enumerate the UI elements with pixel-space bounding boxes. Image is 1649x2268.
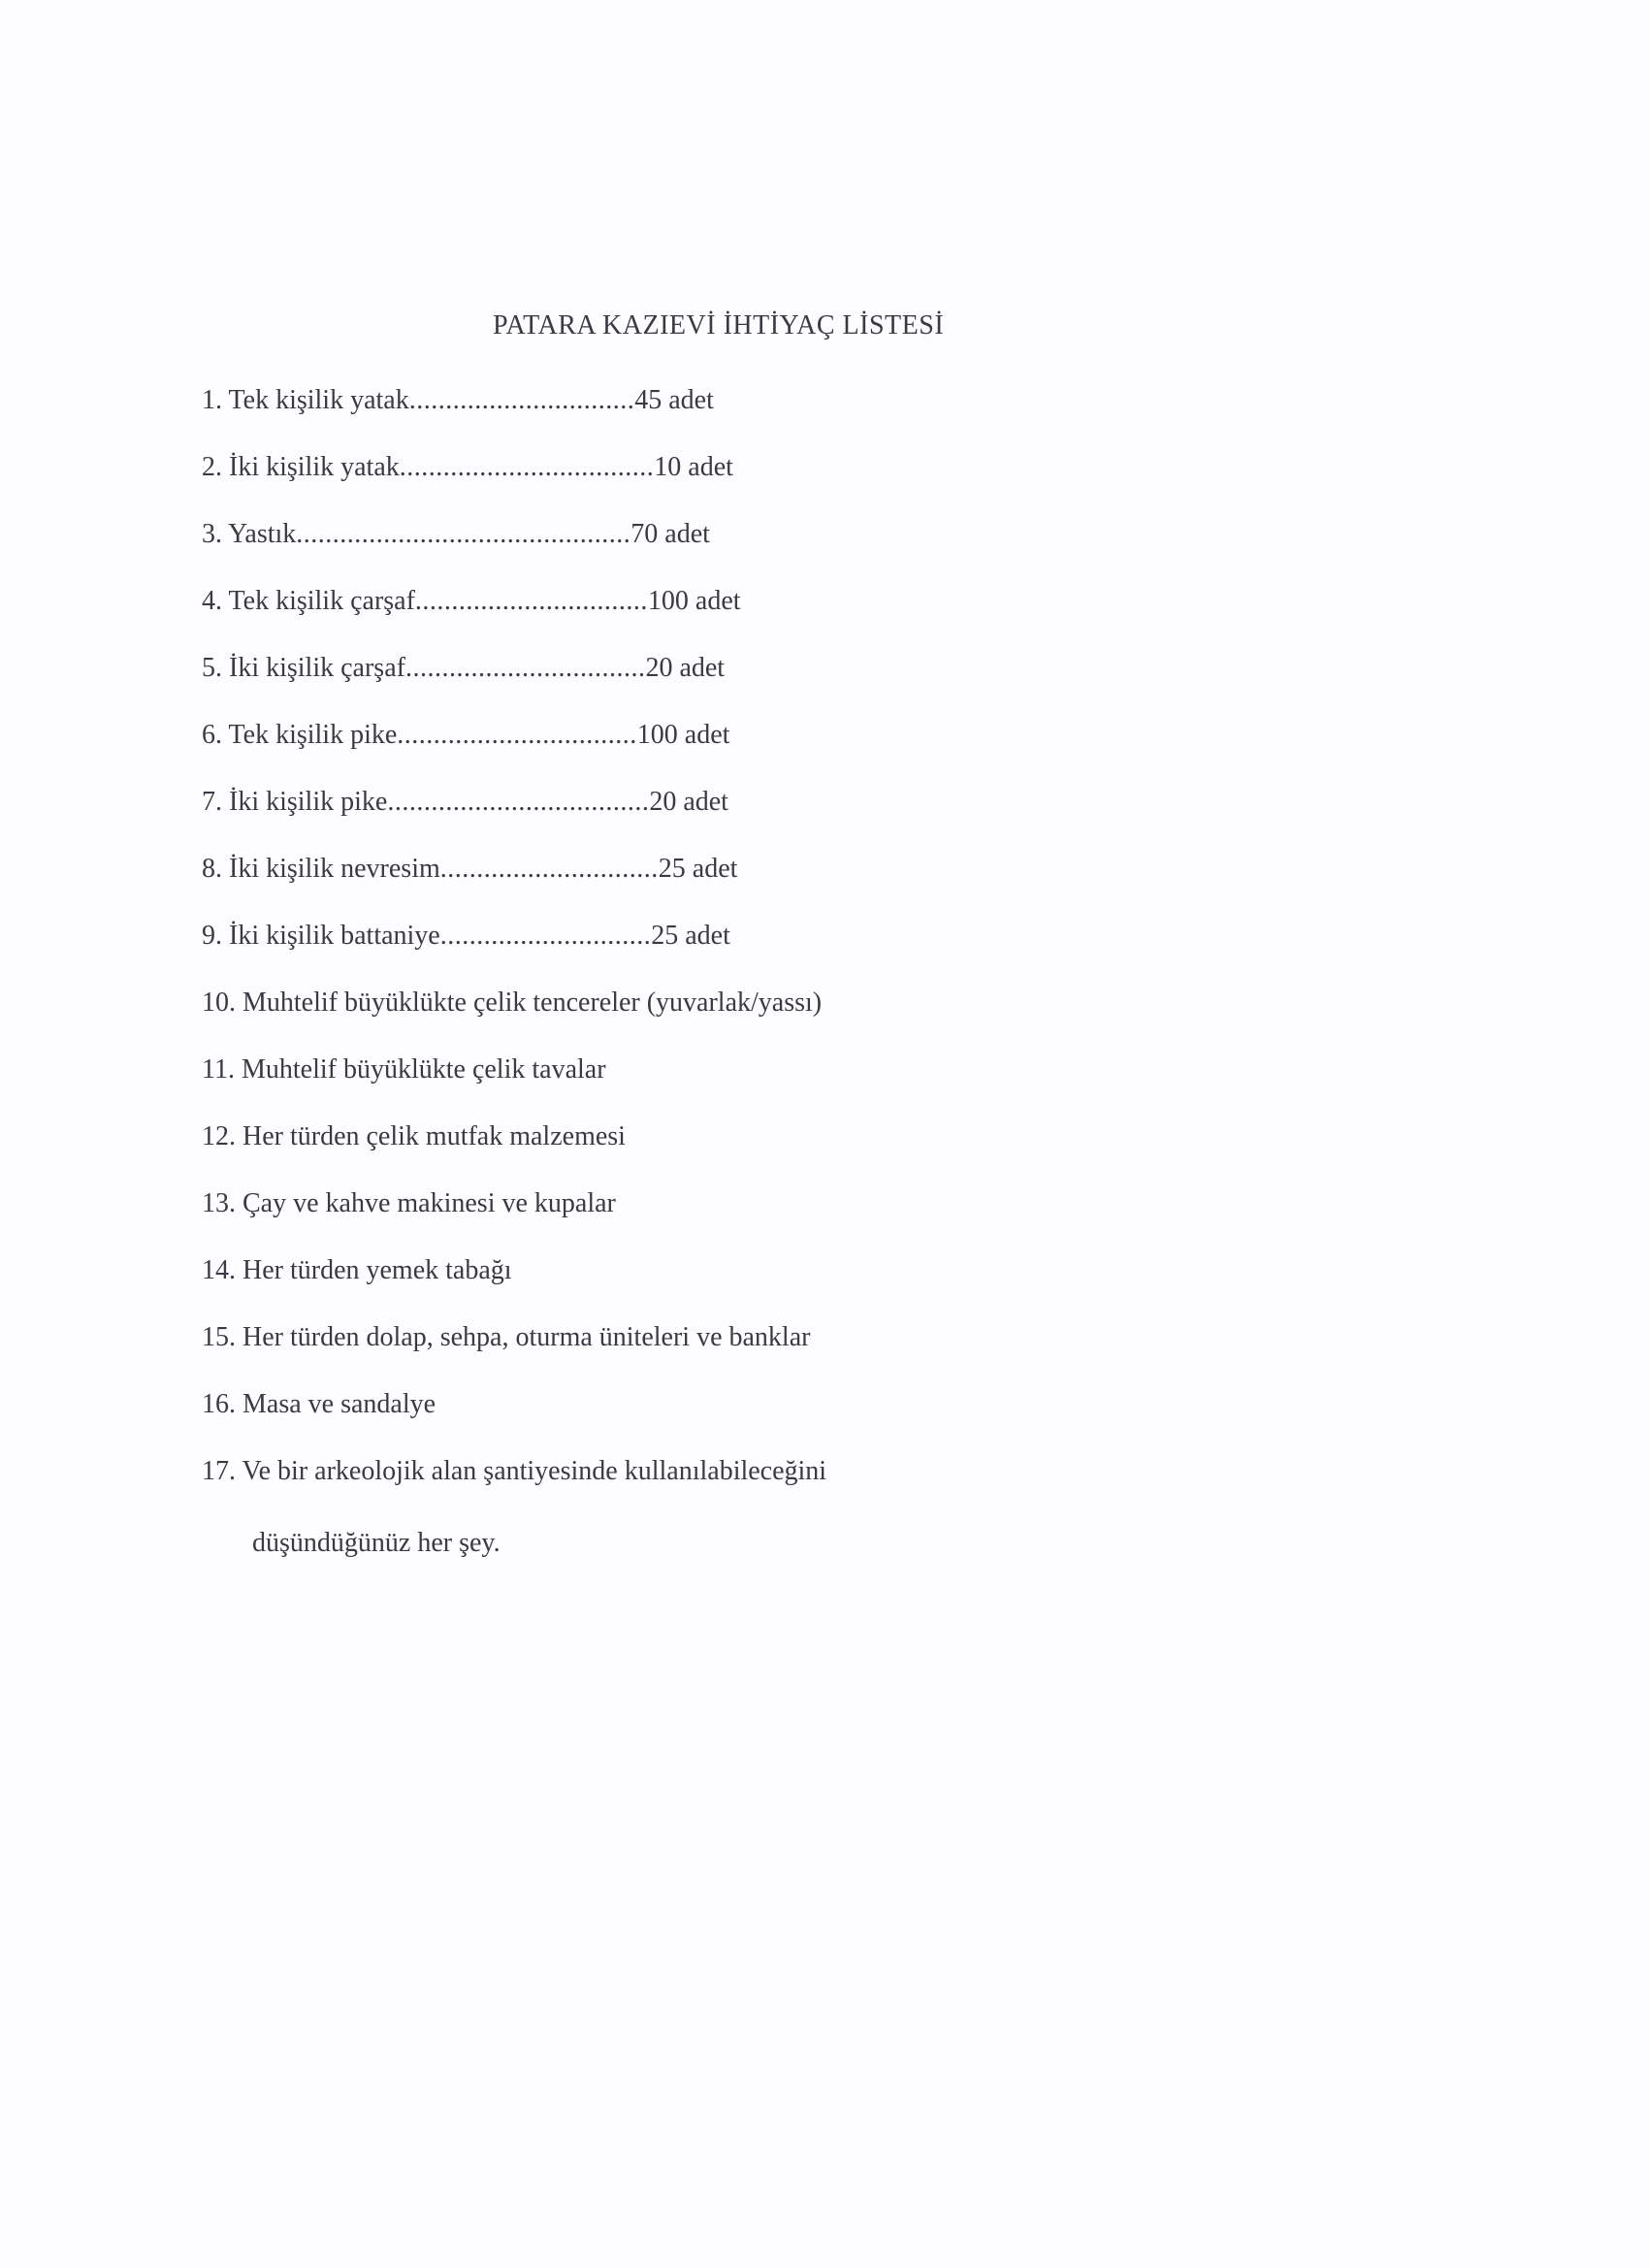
list-item: [202, 1187, 616, 1220]
item-name: İki kişilik çarşaf: [229, 653, 405, 683]
item-name: Muhtelif büyüklükte çelik tavalar: [241, 1054, 606, 1085]
item-quantity: 100 adet: [647, 586, 741, 616]
item-dots: .................................: [397, 720, 637, 750]
item-number: 4.: [202, 586, 222, 616]
item-name: İki kişilik pike: [229, 787, 388, 817]
item-name: İki kişilik battaniye: [229, 921, 440, 951]
item-quantity: 10 adet: [654, 452, 733, 482]
item-name: İki kişilik yatak: [229, 452, 400, 482]
item-number: 11.: [202, 1054, 235, 1085]
list-item: [202, 1120, 626, 1153]
item-number: 16.: [202, 1389, 236, 1419]
item-name: Her türden yemek tabağı: [242, 1255, 512, 1285]
item-quantity: 20 adet: [645, 653, 726, 683]
item-dots: ...............................: [408, 385, 635, 415]
item-quantity: 20 adet: [649, 787, 728, 817]
page-title: PATARA KAZIEVİ İHTİYAÇ LİSTESİ: [493, 310, 945, 340]
list-item: [202, 1321, 810, 1354]
item-name: Her türden çelik mutfak malzemesi: [242, 1121, 626, 1151]
item-quantity: 45 adet: [634, 385, 714, 415]
item-number: 15.: [202, 1322, 236, 1352]
item-dots: .............................: [439, 921, 652, 951]
item-number: 3.: [202, 519, 222, 549]
list-item: [202, 1388, 436, 1421]
item-name: Tek kişilik yatak: [228, 385, 409, 415]
item-name: Yastık: [227, 519, 297, 549]
item-name: Muhtelif büyüklükte çelik tencereler (yuvarlak/yassı): [242, 988, 823, 1018]
item-number: 9.: [202, 921, 222, 951]
item-dots: ...................................: [399, 452, 655, 482]
list-item: [202, 853, 737, 886]
item-dots: ....................................: [387, 787, 650, 817]
item-number: 2.: [202, 452, 222, 482]
list-item: [202, 786, 728, 819]
item-number: 17.: [202, 1456, 236, 1486]
item-dots: ..............................................: [296, 519, 631, 549]
item-name: Çay ve kahve makinesi ve kupalar: [242, 1188, 616, 1218]
item-number: 1.: [202, 385, 222, 415]
item-name: Masa ve sandalye: [242, 1389, 436, 1419]
item-number: 5.: [202, 653, 222, 683]
list-item: [202, 1254, 512, 1287]
item-number: 13.: [202, 1188, 236, 1218]
item-quantity: 100 adet: [636, 720, 730, 750]
list-item: [202, 518, 710, 551]
item-name: Tek kişilik çarşaf: [228, 586, 415, 616]
list-item-continuation: düşündüğünüz her şey.: [252, 1528, 501, 1558]
item-name: Ve bir arkeolojik alan şantiyesinde kullanılabileceğini: [242, 1456, 827, 1486]
item-name: Her türden dolap, sehpa, oturma üniteleri ve banklar: [242, 1322, 811, 1352]
item-number: 10.: [202, 988, 236, 1018]
item-name: Tek kişilik pike: [228, 720, 398, 750]
list-item: [202, 1053, 606, 1086]
list-item: [202, 920, 730, 953]
list-item: [202, 987, 822, 1020]
item-quantity: 70 adet: [630, 519, 710, 549]
list-item: [202, 384, 714, 417]
list-item: [202, 451, 733, 484]
list-item: [202, 585, 741, 618]
item-dots: .................................: [404, 653, 646, 683]
item-number: 12.: [202, 1121, 236, 1151]
list-item: [202, 719, 729, 752]
item-dots: ..............................: [439, 854, 659, 884]
item-quantity: 25 adet: [651, 921, 730, 951]
item-number: 8.: [202, 854, 222, 884]
item-number: 14.: [202, 1255, 236, 1285]
item-quantity: 25 adet: [658, 854, 738, 884]
item-name: İki kişilik nevresim: [229, 854, 440, 884]
item-number: 7.: [202, 787, 222, 817]
list-item: [202, 1455, 826, 1488]
item-dots: ................................: [414, 586, 648, 616]
list-item: [202, 652, 725, 685]
item-number: 6.: [202, 720, 222, 750]
